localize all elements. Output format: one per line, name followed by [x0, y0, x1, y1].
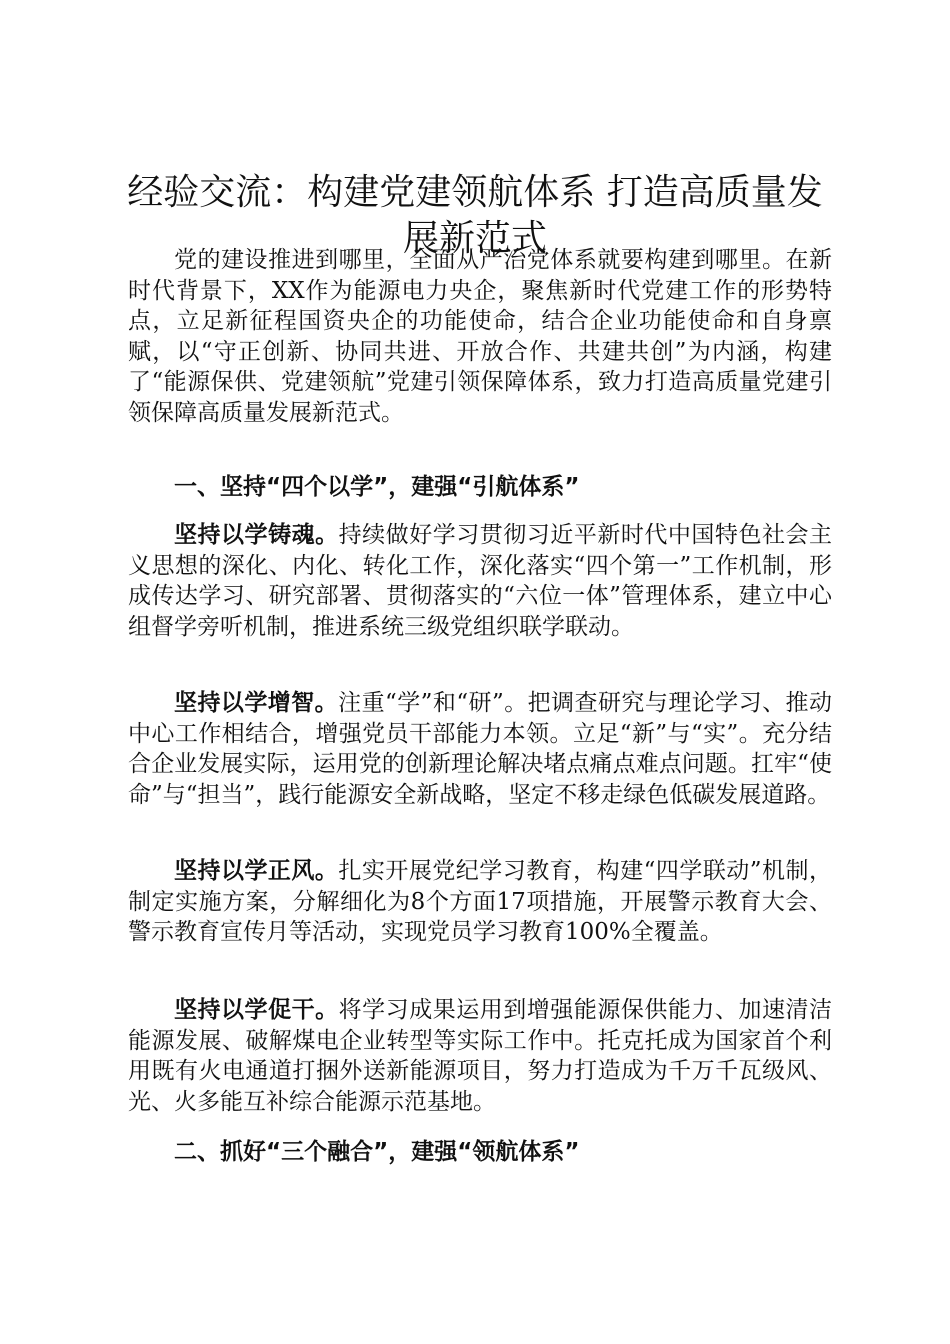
document-title: 经验交流：构建党建领航体系 打造高质量发展新范式 [127, 172, 823, 259]
intro-paragraph: 党的建设推进到哪里，全面从严治党体系就要构建到哪里。在新时代背景下，XX作为能源电力央企，聚焦新时代党建工作的形势特点，立足新征程国资央企的功能使命，结合企业功能使命和自身禀赋，以“守正创新、协同共进、开放合作、共建共创”为内涵，构建了“能源保供、党建领航”党建引领保障体系，致力打造高质量党建引领保障高质量发展新范式。 [128, 247, 832, 426]
paragraph-body: 注重“学”和“研”。把调查研究与理论学习、推动中心工作相结合，增强党员干部能力本领。立足“新”与“实”。充分结合企业发展实际，运用党的创新理论解决堵点痛点难点问题。扛牢“使命”与“担当”，践行能源安全新战略，坚定不移走绿色低碳发展道路。 [128, 690, 833, 808]
paragraph-learn-soul [128, 520, 832, 642]
paragraph-body: 将学习成果运用到增强能源保供能力、加速清洁能源发展、破解煤电企业转型等实际工作中。托克托成为国家首个利用既有火电通道打捆外送新能源项目，努力打造成为千万千瓦级风、光、火多能互补综合能源示范基地。 [128, 997, 833, 1115]
paragraph-lead: 坚持以学促干。 [174, 997, 339, 1023]
section-2-heading: 二、抓好“三个融合”，建强“领航体系” [174, 1139, 580, 1165]
section-1-heading: 一、坚持“四个以学”，建强“引航体系” [174, 474, 580, 500]
paragraph-lead: 坚持以学增智。 [174, 690, 339, 716]
paragraph-learn-wisdom [128, 688, 832, 810]
paragraph-learn-action [128, 995, 832, 1117]
paragraph-lead: 坚持以学铸魂。 [174, 522, 339, 548]
paragraph-learn-conduct [128, 856, 832, 948]
paragraph-body: 扎实开展党纪学习教育，构建“四学联动”机制，制定实施方案，分解细化为8个方面17项措施，开展警示教育大会、警示教育宣传月等活动，实现党员学习教育100%全覆盖。 [128, 858, 832, 945]
paragraph-lead: 坚持以学正风。 [174, 858, 339, 884]
paragraph-body: 持续做好学习贯彻习近平新时代中国特色社会主义思想的深化、内化、转化工作，深化落实“四个第一”工作机制，形成传达学习、研究部署、贯彻落实的“六位一体”管理体系，建立中心组督学旁听机制，推进系统三级党组织联学联动。 [128, 522, 833, 640]
